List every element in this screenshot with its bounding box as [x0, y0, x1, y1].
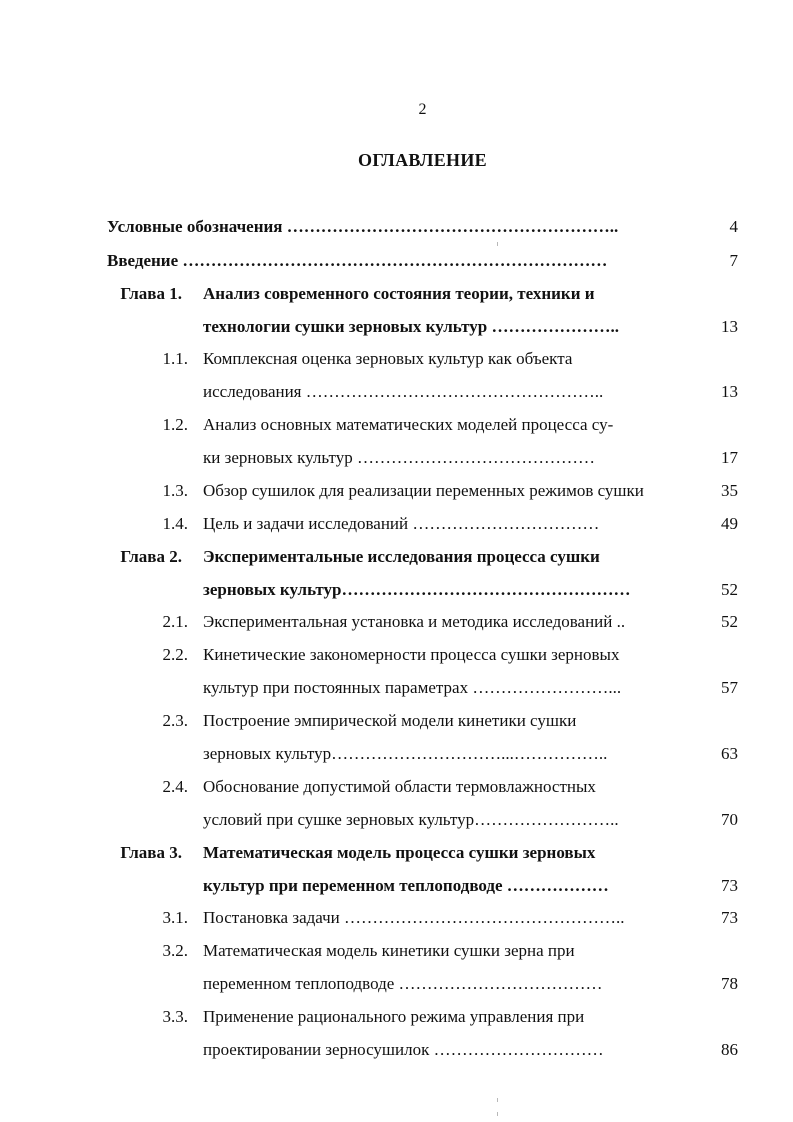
toc-page-number: 7	[729, 251, 738, 270]
toc-page-number: 52	[721, 580, 738, 599]
toc-page-number: 70	[721, 810, 738, 829]
toc-entry-text: Условные обозначения …………………………………………………..	[107, 217, 619, 236]
toc-entry-text: культур при постоянных параметрах ……………………...	[203, 678, 622, 697]
toc-entry-text: Комплексная оценка зерновых культур как объекта	[203, 349, 573, 368]
toc-entry-text: Построение эмпирической модели кинетики сушки	[203, 711, 577, 730]
scan-speck	[497, 1098, 498, 1102]
toc-entry-text: Обзор сушилок для реализации переменных режимов сушки	[203, 481, 644, 500]
toc-chapter-label: Глава 2.	[120, 547, 182, 566]
toc-section-1-3	[0, 479, 793, 503]
toc-section-3-2-cont	[0, 972, 793, 996]
toc-section-2-1	[0, 610, 793, 634]
toc-page-number: 63	[721, 744, 738, 763]
toc-entry-text: исследования ……………………………………………..	[203, 382, 604, 401]
toc-entry-text: Экспериментальные исследования процесса сушки	[203, 547, 600, 566]
toc-chapter-1-cont	[0, 315, 793, 339]
toc-entry-introduction	[0, 249, 793, 273]
toc-chapter-3-cont	[0, 874, 793, 898]
toc-entry-symbols	[0, 215, 793, 239]
toc-entry-text: Математическая модель процесса сушки зерновых	[203, 843, 596, 862]
toc-page-number: 17	[721, 448, 738, 467]
toc-section-3-3-cont	[0, 1038, 793, 1062]
toc-section-1-1	[0, 347, 793, 371]
toc-section-label: 1.4.	[162, 514, 188, 533]
toc-chapter-2-cont	[0, 578, 793, 602]
toc-section-2-4-cont	[0, 808, 793, 832]
toc-entry-text: Обоснование допустимой области термовлажностных	[203, 777, 596, 796]
toc-entry-text: Введение …………………………………………………………………	[107, 251, 608, 270]
toc-section-3-3	[0, 1005, 793, 1029]
toc-entry-text: культур при переменном теплоподводе ………………	[203, 876, 609, 895]
toc-section-2-3	[0, 709, 793, 733]
toc-page-number: 86	[721, 1040, 738, 1059]
toc-section-label: 2.4.	[162, 777, 188, 796]
toc-section-2-2-cont	[0, 676, 793, 700]
toc-section-label: 1.3.	[162, 481, 188, 500]
toc-section-3-2	[0, 939, 793, 963]
scan-speck	[497, 242, 498, 246]
toc-page-number: 57	[721, 678, 738, 697]
toc-chapter-label: Глава 3.	[120, 843, 182, 862]
toc-page-number: 73	[721, 876, 738, 895]
toc-entry-text: Кинетические закономерности процесса сушки зерновых	[203, 645, 620, 664]
toc-entry-text: ки зерновых культур ……………………………………	[203, 448, 595, 467]
toc-chapter-1	[0, 282, 793, 306]
toc-section-label: 2.1.	[162, 612, 188, 631]
toc-section-2-3-cont	[0, 742, 793, 766]
page-title: ОГЛАВЛЕНИЕ	[358, 150, 487, 170]
toc-page-number: 52	[721, 612, 738, 631]
toc-section-label: 3.1.	[162, 908, 188, 927]
toc-entry-text: технологии сушки зерновых культур …………………..	[203, 317, 619, 336]
toc-entry-text: Анализ современного состояния теории, техники и	[203, 284, 595, 303]
toc-entry-text: зерновых культур…………………………...……………..	[203, 744, 608, 763]
toc-page-number: 13	[721, 382, 738, 401]
toc-page-number: 78	[721, 974, 738, 993]
page-number: 2	[418, 101, 427, 118]
toc-page-number: 13	[721, 317, 738, 336]
toc-entry-text: Экспериментальная установка и методика исследований ..	[203, 612, 626, 631]
scan-speck	[497, 1112, 498, 1116]
toc-page-number: 35	[721, 481, 738, 500]
toc-entry-text: переменном теплоподводе ………………………………	[203, 974, 603, 993]
toc-chapter-label: Глава 1.	[120, 284, 182, 303]
toc-page-number: 4	[729, 217, 738, 236]
toc-section-3-1	[0, 906, 793, 930]
toc-section-label: 3.3.	[162, 1007, 188, 1026]
toc-section-2-2	[0, 643, 793, 667]
toc-section-label: 2.3.	[162, 711, 188, 730]
toc-entry-text: Цель и задачи исследований ……………………………	[203, 514, 600, 533]
toc-section-label: 2.2.	[162, 645, 188, 664]
toc-section-label: 1.2.	[162, 415, 188, 434]
toc-section-1-4	[0, 512, 793, 536]
toc-entry-text: Применение рационального режима управления при	[203, 1007, 585, 1026]
toc-section-1-1-cont	[0, 380, 793, 404]
toc-entry-text: Математическая модель кинетики сушки зерна при	[203, 941, 575, 960]
toc-page-number: 49	[721, 514, 738, 533]
toc-entry-text: проектировании зерносушилок …………………………	[203, 1040, 604, 1059]
toc-section-2-4	[0, 775, 793, 799]
toc-entry-text: зерновых культур……………………………………………	[203, 580, 631, 599]
toc-section-1-2-cont	[0, 446, 793, 470]
toc-chapter-3	[0, 841, 793, 865]
toc-section-label: 3.2.	[162, 941, 188, 960]
toc-entry-text: Анализ основных математических моделей процесса су-	[203, 415, 614, 434]
toc-entry-text: условий при сушке зерновых культур……………………..	[203, 810, 619, 829]
toc-section-1-2	[0, 413, 793, 437]
toc-page-number: 73	[721, 908, 738, 927]
toc-entry-text: Постановка задачи …………………………………………..	[203, 908, 625, 927]
toc-section-label: 1.1.	[162, 349, 188, 368]
toc-chapter-2	[0, 545, 793, 569]
